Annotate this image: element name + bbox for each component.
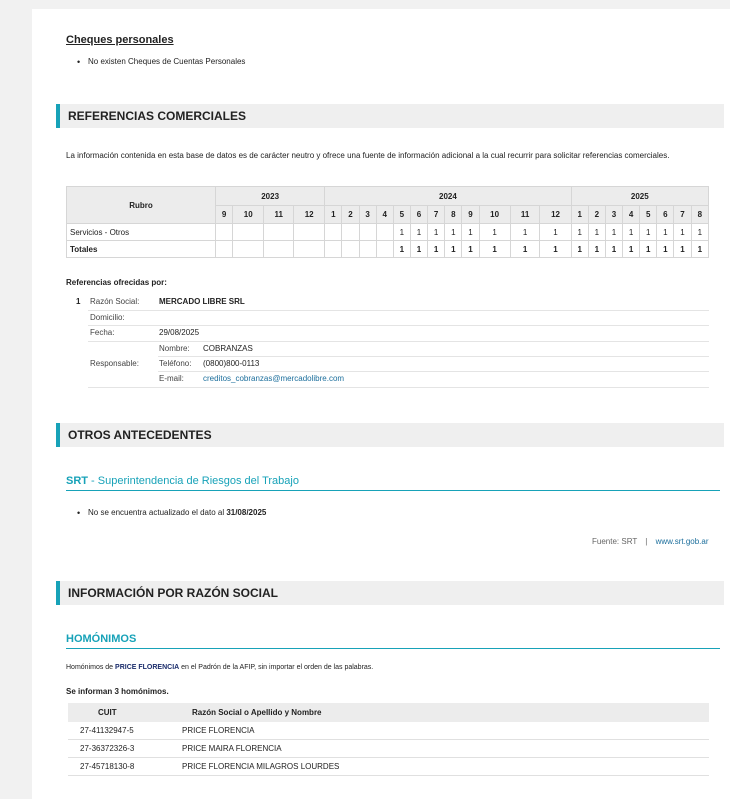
value-cell: 1 <box>462 224 479 241</box>
value-cell <box>325 241 342 258</box>
section-informacion-razon-social <box>56 581 724 605</box>
month-header: 9 <box>216 206 233 224</box>
email-link[interactable]: creditos_cobranzas@mercadolibre.com <box>203 374 345 383</box>
razon-social-value: MERCADO LIBRE SRL <box>159 297 245 306</box>
rubro-cell: Servicios - Otros <box>67 224 216 241</box>
nombre-label: Nombre: <box>159 344 190 353</box>
cheques-title: Cheques personales <box>66 34 174 46</box>
month-header: 5 <box>640 206 657 224</box>
value-cell: 1 <box>571 241 588 258</box>
value-cell: 1 <box>623 224 640 241</box>
value-cell: 1 <box>510 241 540 258</box>
fuente-separator: | <box>645 537 648 546</box>
month-header: 9 <box>462 206 479 224</box>
responsable-label: Responsable: <box>90 359 139 368</box>
value-cell <box>294 224 325 241</box>
month-header: 6 <box>410 206 427 224</box>
month-header: 4 <box>623 206 640 224</box>
year-header: 2023 <box>216 187 325 206</box>
value-cell: 1 <box>691 224 708 241</box>
cuit-cell: 27-36372326-3 <box>68 740 182 758</box>
referencias-intro: La información contenida en esta base de datos es de carácter neutro y ofrece una fuente de información adicional a la cual recurrir para solicitar referencias comerciales. <box>66 151 670 160</box>
value-cell: 1 <box>510 224 540 241</box>
value-cell: 1 <box>462 241 479 258</box>
month-header: 5 <box>393 206 410 224</box>
intro-suffix: en el Padrón de la AFIP, sin importar el orden de las palabras. <box>179 664 374 671</box>
value-cell: 1 <box>410 241 427 258</box>
table-row <box>68 722 709 740</box>
month-header: 4 <box>376 206 393 224</box>
month-header: 10 <box>479 206 510 224</box>
homonimos-title: HOMÓNIMOS <box>66 633 137 645</box>
value-cell <box>216 241 233 258</box>
value-cell: 1 <box>623 241 640 258</box>
value-cell <box>294 241 325 258</box>
nombre-value: COBRANZAS <box>203 344 253 353</box>
month-header: 2 <box>342 206 359 224</box>
month-header: 1 <box>325 206 342 224</box>
fecha-label: Fecha: <box>90 328 115 337</box>
value-cell <box>233 241 264 258</box>
section-referencias-comerciales <box>56 104 724 128</box>
value-cell: 1 <box>657 241 674 258</box>
month-header: 3 <box>359 206 376 224</box>
intro-name: PRICE FLORENCIA <box>115 664 180 671</box>
value-cell: 1 <box>410 224 427 241</box>
value-cell: 1 <box>428 241 445 258</box>
srt-item-text: No se encuentra actualizado el dato al <box>88 508 227 517</box>
value-cell <box>342 224 359 241</box>
month-header: 2 <box>588 206 605 224</box>
telefono-label: Teléfono: <box>159 359 192 368</box>
value-cell: 1 <box>479 224 510 241</box>
year-header: 2024 <box>325 187 571 206</box>
month-header: 6 <box>657 206 674 224</box>
value-cell: 1 <box>691 241 708 258</box>
value-cell: 1 <box>428 224 445 241</box>
value-cell <box>342 241 359 258</box>
razon-social-label: Razón Social: <box>90 297 140 306</box>
cuit-cell: 27-41132947-5 <box>68 722 182 740</box>
cheques-item: • No existen Cheques de Cuentas Personales <box>88 57 245 66</box>
value-cell <box>264 241 294 258</box>
fuente-link[interactable]: www.srt.gob.ar <box>655 537 709 546</box>
intro-prefix: Homónimos de <box>66 664 116 671</box>
srt-name: - Superintendencia de Riesgos del Trabajo <box>88 475 299 487</box>
homonimos-intro <box>66 664 373 671</box>
value-cell <box>376 224 393 241</box>
ref-number: 1 <box>76 297 81 306</box>
fuente-label: Fuente: SRT <box>592 537 638 546</box>
name-cell: PRICE FLORENCIA MILAGROS LOURDES <box>182 758 709 776</box>
report-page <box>32 9 730 799</box>
srt-item-date: 31/08/2025 <box>226 508 267 517</box>
section-title: REFERENCIAS COMERCIALES <box>68 109 247 123</box>
month-header: 11 <box>510 206 540 224</box>
month-header: 10 <box>233 206 264 224</box>
value-cell: 1 <box>393 241 410 258</box>
table-row <box>67 241 709 258</box>
email-label: E-mail: <box>159 374 184 383</box>
value-cell: 1 <box>393 224 410 241</box>
name-cell: PRICE FLORENCIA <box>182 722 709 740</box>
table-row <box>68 740 709 758</box>
value-cell: 1 <box>571 224 588 241</box>
fecha-value: 29/08/2025 <box>159 328 200 337</box>
value-cell: 1 <box>445 224 462 241</box>
section-title: OTROS ANTECEDENTES <box>68 428 212 442</box>
month-header: 11 <box>264 206 294 224</box>
telefono-value: (0800)800-0113 <box>203 359 260 368</box>
value-cell: 1 <box>605 241 622 258</box>
rubro-cell: Totales <box>67 241 216 258</box>
value-cell: 1 <box>479 241 510 258</box>
value-cell <box>216 224 233 241</box>
cuit-cell: 27-45718130-8 <box>68 758 182 776</box>
srt-heading <box>66 475 299 487</box>
homonimos-table <box>68 703 709 776</box>
srt-item <box>88 508 266 517</box>
col-cuit: CUIT <box>68 703 182 722</box>
value-cell: 1 <box>445 241 462 258</box>
value-cell: 1 <box>657 224 674 241</box>
value-cell: 1 <box>605 224 622 241</box>
referencias-ofrecidas-title: Referencias ofrecidas por: <box>66 278 167 287</box>
table-row <box>68 758 709 776</box>
fuente-line <box>592 537 709 546</box>
value-cell <box>233 224 264 241</box>
month-header: 12 <box>294 206 325 224</box>
value-cell: 1 <box>640 224 657 241</box>
rubro-header: Rubro <box>67 187 216 224</box>
value-cell: 1 <box>640 241 657 258</box>
value-cell: 1 <box>588 241 605 258</box>
value-cell <box>376 241 393 258</box>
month-header: 8 <box>445 206 462 224</box>
homonimos-count: Se informan 3 homónimos. <box>66 687 169 696</box>
value-cell: 1 <box>674 241 691 258</box>
name-cell: PRICE MAIRA FLORENCIA <box>182 740 709 758</box>
referencias-table <box>66 186 709 258</box>
value-cell <box>264 224 294 241</box>
month-header: 7 <box>428 206 445 224</box>
value-cell <box>359 224 376 241</box>
month-header: 8 <box>691 206 708 224</box>
table-row <box>67 224 709 241</box>
value-cell: 1 <box>540 224 571 241</box>
col-razon: Razón Social o Apellido y Nombre <box>182 703 709 722</box>
month-header: 1 <box>571 206 588 224</box>
srt-abbr: SRT <box>66 475 88 487</box>
domicilio-label: Domicilio: <box>90 313 125 322</box>
section-otros-antecedentes <box>56 423 724 447</box>
month-header: 3 <box>605 206 622 224</box>
section-title: INFORMACIÓN POR RAZÓN SOCIAL <box>68 586 278 600</box>
month-header: 7 <box>674 206 691 224</box>
value-cell: 1 <box>588 224 605 241</box>
value-cell: 1 <box>540 241 571 258</box>
month-header: 12 <box>540 206 571 224</box>
value-cell <box>359 241 376 258</box>
value-cell <box>325 224 342 241</box>
year-header: 2025 <box>571 187 708 206</box>
value-cell: 1 <box>674 224 691 241</box>
